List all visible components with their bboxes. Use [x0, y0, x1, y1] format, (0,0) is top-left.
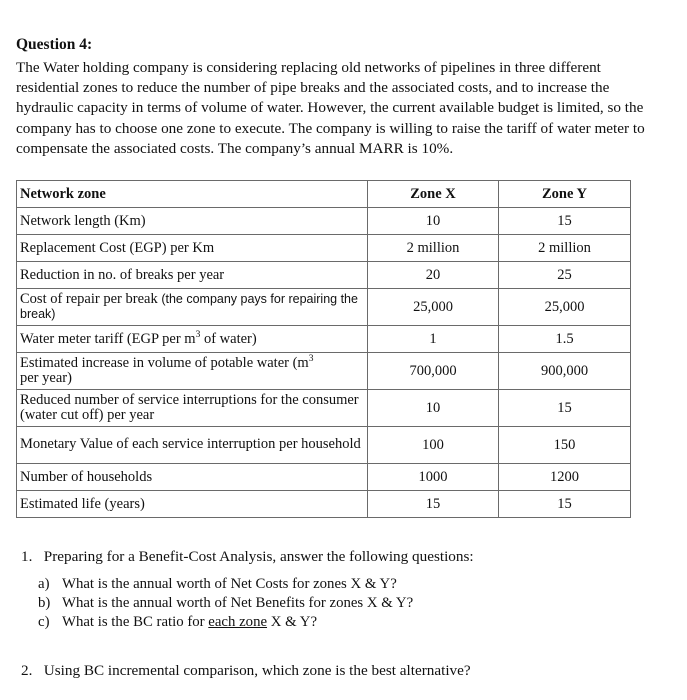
table-header-row: [17, 181, 631, 208]
sub-question-c-underlined: each zone: [208, 614, 268, 630]
header-zone-x: Zone X: [368, 181, 499, 208]
superscript: 3: [195, 329, 201, 340]
sub-question-c-text-end: X & Y?: [267, 614, 318, 630]
zone-y-value: 15: [499, 390, 631, 427]
row-label-note: (the company pays for repairing the break): [20, 291, 358, 321]
question-2: [21, 662, 471, 680]
row-label-rest: per year): [20, 370, 72, 386]
question-2-number: 2.: [21, 662, 33, 679]
sub-question-a-number: a): [38, 576, 50, 592]
table-row: [17, 208, 631, 235]
zone-x-value: 20: [368, 262, 499, 289]
row-label-rest: of water): [200, 330, 257, 347]
zone-y-value: 25,000: [499, 289, 631, 326]
table-row: [17, 353, 631, 390]
zone-y-value: 15: [499, 491, 631, 518]
row-label: Number of households: [17, 464, 368, 491]
sub-question-a: [38, 576, 397, 593]
row-label: [17, 326, 368, 353]
zone-y-value: 150: [499, 427, 631, 464]
table-row: [17, 235, 631, 262]
network-zone-table: [16, 180, 631, 518]
zone-x-value: 25,000: [368, 289, 499, 326]
zone-y-value: 25: [499, 262, 631, 289]
row-label: [17, 289, 368, 326]
row-label: Monetary Value of each service interruption per household: [17, 427, 368, 464]
question-intro: The Water holding company is considering replacing old networks of pipelines in three different residential zones to reduce the number of pipe breaks and the associated costs, and to increase the hydraulic capacity in terms of volume of water. However, the current available budget is limited, so the company has to choose one zone to execute. The company is willing to raise the tariff of water meter to compensate the associated costs. The company’s annual MARR is 10%.: [16, 59, 645, 157]
sub-question-c-text: What is the BC ratio for: [62, 614, 209, 630]
zone-x-value: 10: [368, 208, 499, 235]
sub-question-b-number: b): [38, 595, 51, 611]
table-row: [17, 326, 631, 353]
table-row: [17, 427, 631, 464]
sub-question-b: [38, 595, 413, 612]
header-zone-y: Zone Y: [499, 181, 631, 208]
row-label: [17, 353, 368, 390]
zone-x-value: 100: [368, 427, 499, 464]
question-1-text: Preparing for a Benefit-Cost Analysis, answer the following questions:: [43, 548, 474, 565]
question-2-text: Using BC incremental comparison, which zone is the best alternative?: [43, 662, 471, 679]
header-network-zone: Network zone: [17, 181, 368, 208]
table-row: [17, 390, 631, 427]
zone-x-value: 700,000: [368, 353, 499, 390]
row-label: Replacement Cost (EGP) per Km: [17, 235, 368, 262]
sub-question-c-number: c): [38, 614, 50, 630]
row-label-main: Water meter tariff (EGP per m: [20, 330, 196, 347]
zone-x-value: 1: [368, 326, 499, 353]
table-row: [17, 262, 631, 289]
question-1: [21, 548, 474, 566]
row-label: Network length (Km): [17, 208, 368, 235]
row-label-main: Estimated increase in volume of potable water (m: [20, 354, 309, 371]
table-row: [17, 491, 631, 518]
zone-x-value: 10: [368, 390, 499, 427]
zone-x-value: 1000: [368, 464, 499, 491]
zone-x-value: 2 million: [368, 235, 499, 262]
question-1-number: 1.: [21, 548, 33, 565]
superscript: 3: [308, 353, 314, 364]
sub-question-c: [38, 614, 317, 631]
zone-y-value: 15: [499, 208, 631, 235]
sub-question-b-text: What is the annual worth of Net Benefits for zones X & Y?: [62, 595, 414, 611]
table-row: [17, 289, 631, 326]
zone-x-value: 15: [368, 491, 499, 518]
zone-y-value: 900,000: [499, 353, 631, 390]
zone-y-value: 2 million: [499, 235, 631, 262]
zone-y-value: 1.5: [499, 326, 631, 353]
question-heading: Question 4:: [16, 36, 93, 53]
sub-question-a-text: What is the annual worth of Net Costs for zones X & Y?: [62, 576, 397, 592]
row-label: Reduction in no. of breaks per year: [17, 262, 368, 289]
zone-y-value: 1200: [499, 464, 631, 491]
row-label: Estimated life (years): [17, 491, 368, 518]
row-label: Reduced number of service interruptions for the consumer (water cut off) per year: [17, 390, 368, 427]
table-row: [17, 464, 631, 491]
row-label-main: Cost of repair per break: [20, 290, 158, 307]
